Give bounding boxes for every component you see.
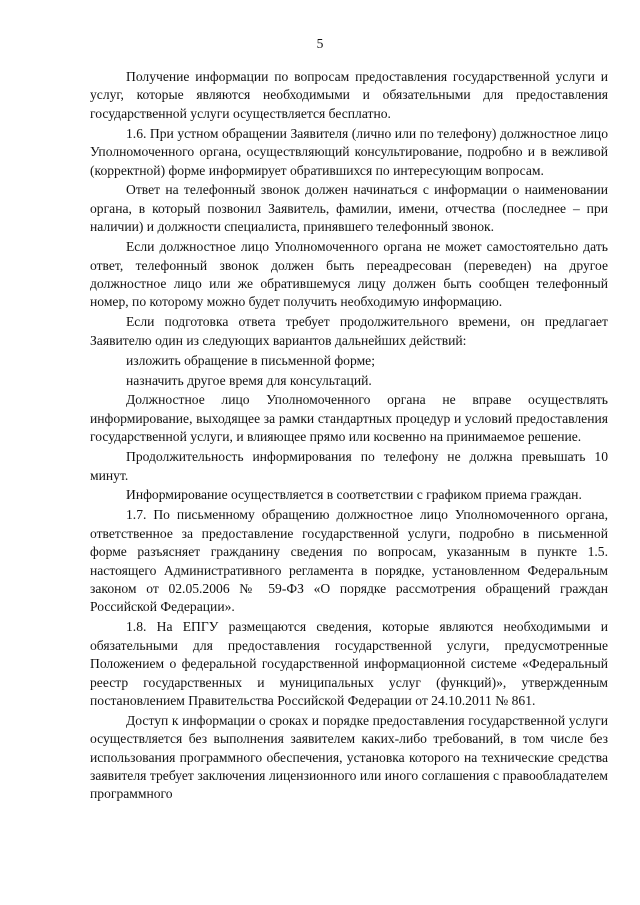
paragraph-access-info: Доступ к информации о сроках и порядке предоставления государственной услуги осуществляется без выполнения заявителем каких-либо требований, в том числе без использования программного обеспечения, установка которого на технические средства заявителя требует заключения лицензионного или иного соглашения с правообладателем программного xyxy=(90,712,608,802)
paragraph-long-answer: Если подготовка ответа требует продолжительного времени, он предлагает Заявителю один из следующих вариантов дальнейших действий: xyxy=(90,314,608,348)
list-item-other-time: назначить другое время для консультаций. xyxy=(126,372,372,388)
paragraph-info-free: Получение информации по вопросам предоставления государственной услуги и услуг, которые являются необходимыми и обязательными для предоставления государственной услуги осуществляется бесплатно. xyxy=(90,69,608,121)
document-body xyxy=(90,68,608,805)
paragraph-duration: Продолжительность информирования по телефону не должна превышать 10 минут. xyxy=(90,449,608,483)
paragraph-schedule: Информирование осуществляется в соответствии с графиком приема граждан. xyxy=(126,487,582,503)
paragraph-1-7-written-request: 1.7. По письменному обращению должностное лицо Уполномоченного органа, ответственное за предоставление государственной услуги, подробно в письменной форме разъясняет гражданину сведения по вопросам, указанным в пункте 1.5. настоящего Административного регламента в порядке, установленном Федеральным законом от 02.05.2006 № 59-ФЗ «О порядке рассмотрения обращений граждан Российской Федерации». xyxy=(90,507,608,615)
page-number: 5 xyxy=(316,36,324,51)
paragraph-1-6-oral-request: 1.6. При устном обращении Заявителя (лично или по телефону) должностное лицо Уполномоченного органа, осуществляющий консультирование, подробно и в вежливой (корректной) форме информирует обратившихся по интересующим вопросам. xyxy=(90,125,608,178)
list-item-written-form: изложить обращение в письменной форме; xyxy=(126,352,375,368)
paragraph-phone-answer: Ответ на телефонный звонок должен начинаться с информации о наименовании органа, в который позвонил Заявитель, фамилии, имени, отчества (последнее – при наличии) и должности специалиста, принявшего телефонный звонок. xyxy=(90,182,608,235)
paragraph-1-8-epgu: 1.8. На ЕПГУ размещаются сведения, которые являются необходимыми и обязательными для предоставления государственной услуги, предусмотренные Положением о федеральной государственной информационной системе «Федеральный реестр государственных и муниципальных услуг (функций)», утвержденным постановлением Правительства Российской Федерации от 24.10.2011 № 861. xyxy=(90,619,608,708)
paragraph-redirect-call: Если должностное лицо Уполномоченного органа не может самостоятельно дать ответ, телефонный звонок должен быть переадресован (переведен) на другое должностное лицо или же обратившемуся лицу должен быть сообщен телефонный номер, по которому можно будет получить необходимую информацию. xyxy=(90,239,608,310)
paragraph-no-beyond-standard: Должностное лицо Уполномоченного органа не вправе осуществлять информирование, выходящее за рамки стандартных процедур и условий предоставления государственной услуги, и влияющее прямо или косвенно на принимаемое решение. xyxy=(90,392,608,445)
